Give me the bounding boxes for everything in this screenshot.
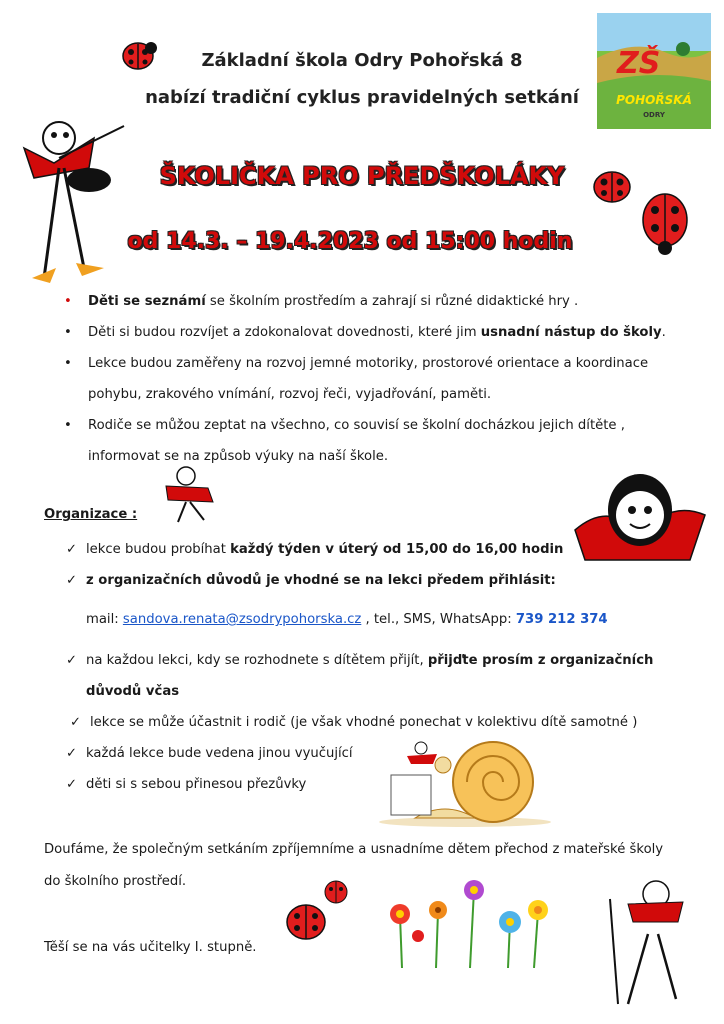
bullet-item: • Lekce budou zaměřeny na rozvoj jemné motoriky, prostorové orientace a koordinace pohybu, zrakového vnímání, rozvoj řeči, vyjadřování, paměti. xyxy=(64,356,649,402)
checkmark-icon: ✓ xyxy=(66,777,78,792)
page-title: ŠKOLIČKA PRO PŘEDŠKOLÁKY xyxy=(159,162,565,190)
check-item: ✓ děti si s sebou přinesou přezůvky xyxy=(66,769,666,800)
check-item: ✓ na každou lekci, kdy se rozhodnete s dítětem přijít, přijďte prosím z organizačních xyxy=(66,645,666,676)
ladybug-icon xyxy=(282,900,330,944)
email-link[interactable]: sandova.renata@zsodrypohorska.cz xyxy=(122,612,362,627)
date-range: od 14.3. – 19.4.2023 od 15:00 hodin xyxy=(127,229,573,254)
ant-character-icon xyxy=(14,108,144,288)
ladybug-icon xyxy=(118,36,158,72)
closing-line-2: do školního prostředí. xyxy=(44,874,187,889)
check-item: ✓ lekce se může účastnit i rodič (je však vhodné ponechat v kolektivu dítě samotné ) xyxy=(70,707,666,738)
bullet-item: • Děti se seznámí se školním prostředím a zahrají si různé didaktické hry . xyxy=(64,294,579,309)
checkmark-icon: ✓ xyxy=(70,715,82,730)
intro-bullet-list xyxy=(62,286,672,472)
phone-number: 739 212 374 xyxy=(515,612,608,627)
organizace-heading: Organizace : xyxy=(44,507,138,522)
check-item: ✓ z organizačních důvodů je vhodné se na lekci předem přihlásit: xyxy=(66,565,666,596)
ladybug-icon xyxy=(590,165,636,209)
signature-line: Těší se na vás učitelky I. stupně. xyxy=(44,940,257,955)
ant-character-icon xyxy=(598,874,688,1014)
check-item: ✓ každá lekce bude vedena jinou vyučující xyxy=(66,738,666,769)
checkmark-icon: ✓ xyxy=(66,746,78,761)
check-item: ✓ lekce budou probíhat každý týden v úterý od 15,00 do 16,00 hodin xyxy=(66,534,666,565)
flowers-icon xyxy=(378,876,558,968)
checkmark-icon: ✓ xyxy=(66,653,78,668)
snail-icon xyxy=(375,720,555,828)
ladybug-icon xyxy=(638,188,692,258)
organizace-list: ✓ lekce budou probíhat každý týden v úterý od 15,00 do 16,00 hodin ✓ z organizačních důvodů je vhodné se na lekci předem přihlásit: mail: sandova.renata@zsodrypohorska.cz , tel., SMS, WhatsApp: 739 212 374 ✓ na každou lekci, kdy se rozhodnete s dítětem přijít, přijďte prosím z organizačních důvodů včas ✓ lekce se může účastnit i rodič (je však vhodné ponechat v kolektivu dítě samotné ) ✓ každá lekce bude vedena jinou vyučující ✓ děti si s sebou přinesou přezůvky xyxy=(66,534,666,800)
header-line-1: Základní škola Odry Pohořská 8 xyxy=(201,50,523,71)
bullet-item: • Rodiče se můžou zeptat na všechno, co souvisí se školní docházkou jejich dítěte , informovat se na způsob výuky na naší škole. xyxy=(64,418,625,464)
school-logo xyxy=(597,13,711,129)
checkmark-icon: ✓ xyxy=(66,542,78,557)
logo-letters: ZŠ xyxy=(617,46,661,81)
logo-line-2: ODRY xyxy=(643,111,665,119)
contact-line: mail: sandova.renata@zsodrypohorska.cz , tel., SMS, WhatsApp: 739 212 374 xyxy=(86,612,608,627)
closing-line-1: Doufáme, že společným setkáním zpříjemníme a usnadníme dětem přechod z mateřské školy xyxy=(44,842,664,857)
logo-line-1: POHOŘSKÁ xyxy=(616,93,692,107)
checkmark-icon: ✓ xyxy=(66,573,78,588)
bullet-item: • Děti si budou rozvíjet a zdokonalovat dovednosti, které jim usnadní nástup do školy. xyxy=(64,325,666,340)
header-line-2: nabízí tradiční cyklus pravidelných setkání xyxy=(145,87,579,108)
